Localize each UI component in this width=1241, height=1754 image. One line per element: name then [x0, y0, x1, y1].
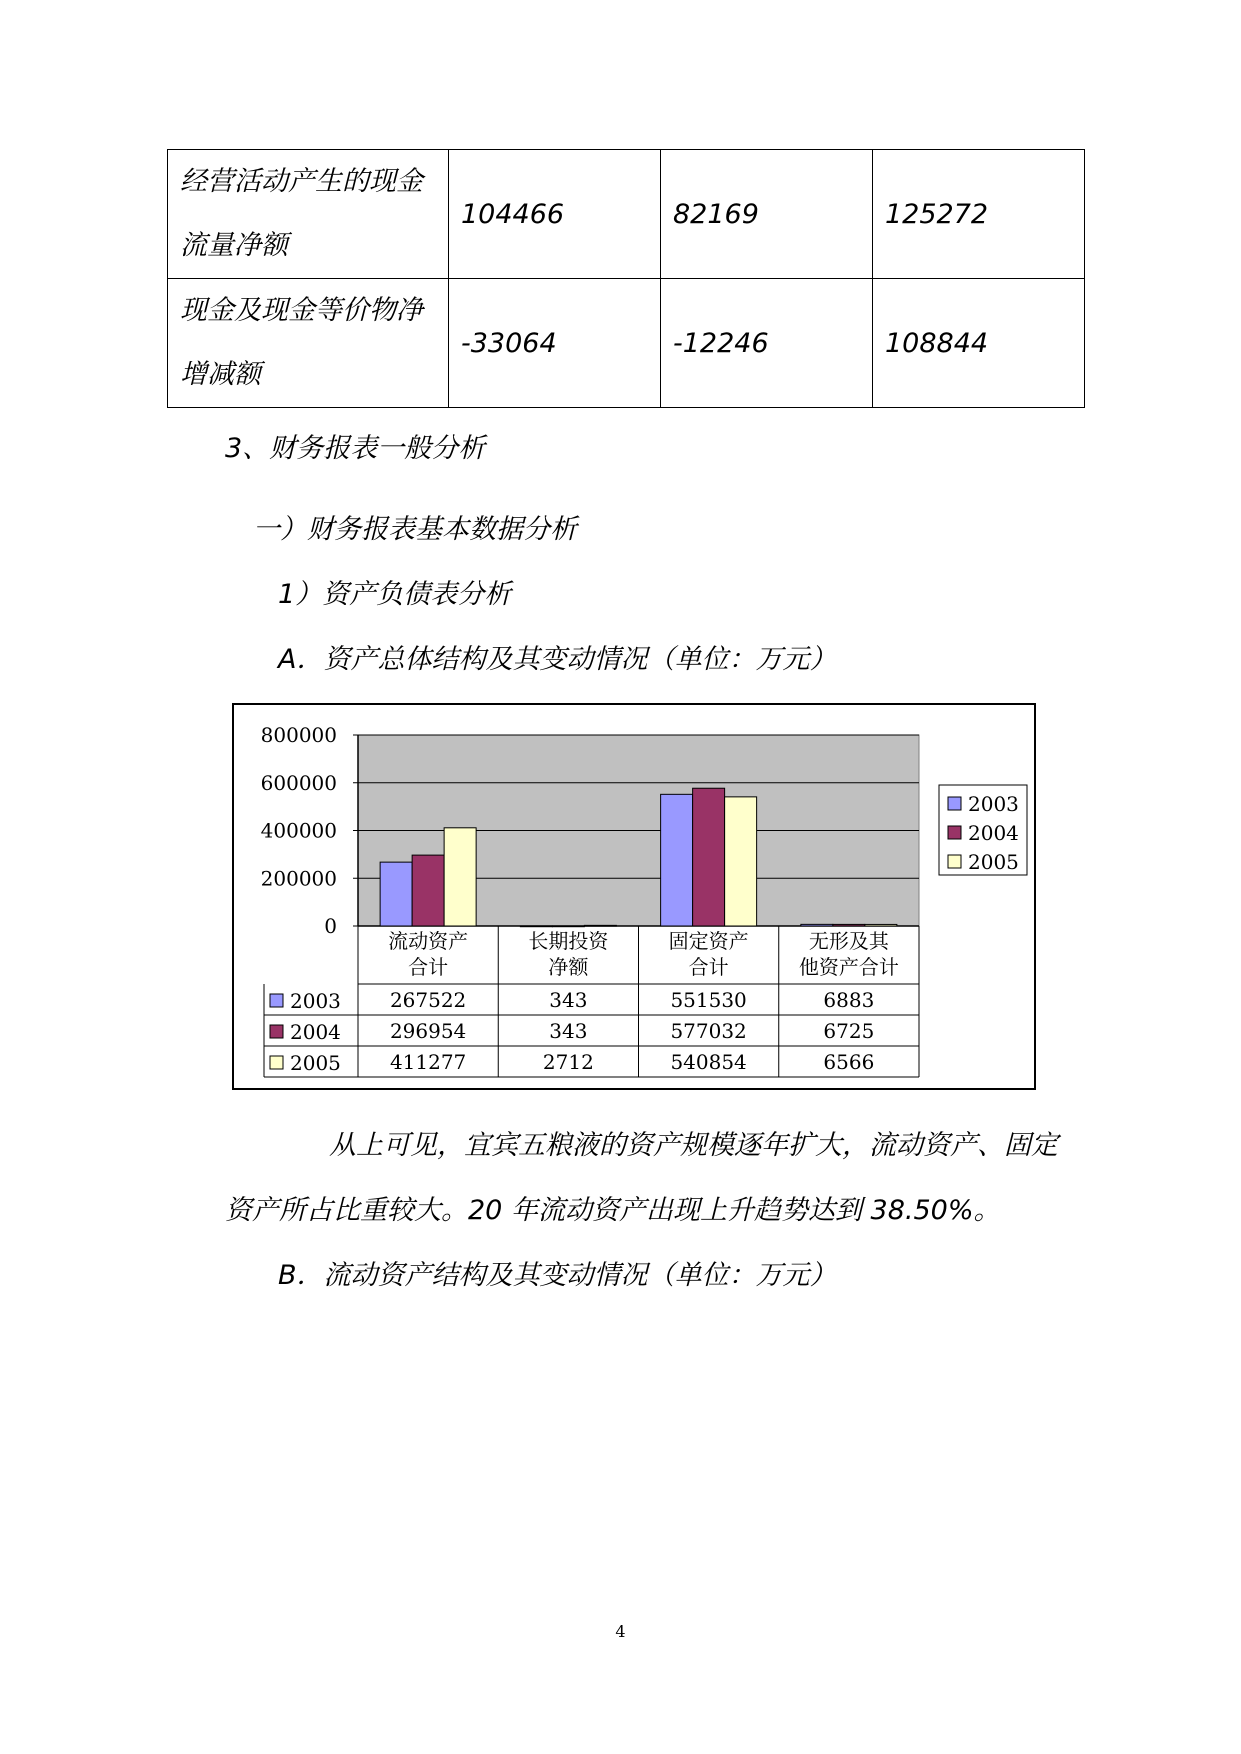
- table-cell: 108844: [873, 279, 1085, 408]
- table-cell: -33064: [449, 279, 661, 408]
- bar-2004: [552, 926, 584, 927]
- table-value: 6725: [823, 1019, 875, 1043]
- table-value: 343: [549, 988, 588, 1012]
- row-label-line: 增减额: [180, 359, 261, 390]
- category-label: 他资产合计: [798, 955, 899, 979]
- subsection-heading: 1）资产负债表分析: [278, 579, 512, 610]
- bar-2003: [520, 926, 552, 927]
- bar-2005: [584, 925, 616, 926]
- row-label: [168, 279, 449, 408]
- subsection-heading: 一）财务报表基本数据分析: [253, 514, 577, 545]
- table-cell: 104466: [449, 150, 661, 279]
- y-tick-label: 0: [324, 914, 337, 938]
- table-cell: 125272: [873, 150, 1085, 279]
- bar-2005: [725, 797, 757, 926]
- paragraph-line: 从上可见，宜宾五粮液的资产规模逐年扩大，流动资产、固定: [329, 1130, 1058, 1161]
- category-label: 合计: [688, 955, 729, 979]
- table-cell: -12246: [661, 279, 873, 408]
- table-value: 296954: [389, 1019, 467, 1043]
- category-label: 固定资产: [668, 929, 749, 953]
- page-number: 4: [615, 1622, 626, 1641]
- table-value: 577032: [670, 1019, 747, 1043]
- category-label: 长期投资: [528, 929, 609, 953]
- paragraph-line: 资产所占比重较大。20 年流动资产出现上升趋势达到 38.50%。: [225, 1195, 1001, 1226]
- legend-key: [270, 1056, 283, 1069]
- legend-label: 2005: [968, 850, 1019, 874]
- asset-structure-chart: [232, 703, 1036, 1090]
- table-value: 2712: [542, 1050, 594, 1074]
- bar-2004: [412, 855, 444, 926]
- bar-2005: [865, 924, 897, 926]
- bar-2003: [661, 794, 693, 926]
- legend-label: 2004: [968, 821, 1019, 845]
- bar-2004: [833, 924, 865, 926]
- series-label: 2005: [290, 1051, 341, 1075]
- category-label: 无形及其: [808, 929, 889, 953]
- legend-key: [270, 1025, 283, 1038]
- row-label: [168, 150, 449, 279]
- row-label-line: 现金及现金等价物净: [180, 295, 423, 326]
- y-tick-label: 200000: [260, 866, 337, 891]
- series-label: 2004: [290, 1020, 341, 1044]
- series-label: 2003: [290, 989, 341, 1013]
- legend-label: 2003: [968, 792, 1019, 816]
- table-value: 267522: [389, 988, 467, 1012]
- chart-caption: B．流动资产结构及其变动情况（单位：万元）: [278, 1260, 837, 1291]
- cash-flow-table: [167, 149, 1085, 408]
- chart-caption: A．资产总体结构及其变动情况（单位：万元）: [278, 644, 837, 675]
- y-tick-label: 600000: [260, 770, 337, 795]
- y-tick-label: 800000: [260, 723, 337, 747]
- category-label: 合计: [408, 955, 449, 979]
- chart-canvas: [234, 705, 1034, 1088]
- y-tick-label: 400000: [260, 818, 337, 843]
- row-label-line: 流量净额: [180, 230, 288, 261]
- category-label: 净额: [548, 955, 589, 979]
- table-row: [168, 279, 1085, 408]
- bar-2005: [444, 828, 476, 926]
- table-value: 6566: [823, 1050, 875, 1074]
- section-heading: 3、财务报表一般分析: [225, 433, 486, 464]
- table-cell: 82169: [661, 150, 873, 279]
- table-row: [168, 150, 1085, 279]
- table-value: 411277: [389, 1050, 467, 1074]
- category-label: 流动资产: [388, 929, 469, 953]
- legend-key: [948, 797, 961, 810]
- legend-key: [270, 994, 283, 1007]
- row-label-line: 经营活动产生的现金: [180, 166, 423, 197]
- legend-key: [948, 855, 961, 868]
- legend-key: [948, 826, 961, 839]
- table-value: 343: [549, 1019, 588, 1043]
- table-value: 6883: [823, 988, 875, 1012]
- table-value: 540854: [670, 1050, 747, 1074]
- bar-2003: [801, 924, 833, 926]
- bar-2003: [380, 862, 412, 926]
- bar-2004: [693, 788, 725, 926]
- table-value: 551530: [670, 988, 747, 1012]
